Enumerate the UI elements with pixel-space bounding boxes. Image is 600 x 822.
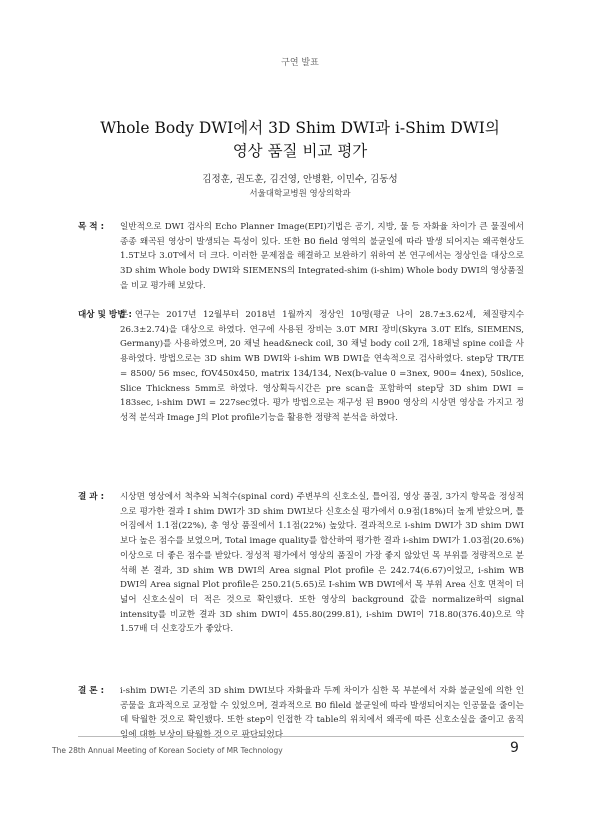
section-methods [78,308,524,426]
footer-meeting-name: The 28th Annual Meeting of Korean Society of MR Technology [52,746,283,755]
section-body-results: 시상면 영상에서 척추와 뇌척수(spinal cord) 주변부의 신호소실, 틀어짐, 영상 품질, 3가지 항목을 정성적으로 평가한 결과 I shim DWI가 3D shim DWI보다 신호소실 평가에서 0.9점(18%)더 높게 받았으며, 틀어짐에서 1.1점(22%), 총 영상 품질에서 1.1점(22%) 높았다. 결과적으로 i-shim DWI가 3D shim DWI보다 높은 점수를 보였으며, Total image quality를 합산하여 평가한 결과 i-shim DWI가 1.03점(20.6%)이상으로 더 좋은 점수를 받았다. 정성적 평가에서 영상의 품질이 가장 좋지 않았던 목 부위를 정량적으로 분석해 본 결과, 3D shim WB DWI의 Area signal Plot profile 은 242.74(6.67)이었고, i-shim WB DWI의 Area signal Plot profile은 250.21(5.65)로 I-shim WB DWI에서 목 부위 Area 신호 면적이 더 넓어 신호소실이 더 적은 것으로 확인됐다. 또한 영상의 background 값을 normalize하여 signal intensity를 비교한 결과 3D shim DWI이 455.80(299.81), i-shim DWI이 718.80(376.40)으로 약 1.57배 더 신호강도가 좋았다. [120,492,524,635]
section-label-methods: 대상 및 방법 : [78,310,132,320]
section-label-results: 결 과 : [78,492,105,502]
footer-divider [78,736,524,737]
section-conclusion [78,684,524,743]
affiliation: 서울대학교병원 영상의학과 [249,189,351,199]
section-purpose [78,220,524,294]
section-label-conclusion: 결 론 : [78,686,105,696]
author-list: 김정훈, 권도훈, 김건영, 안병환, 이민수, 김동성 [202,174,398,185]
section-body-conclusion: i-shim DWI은 기존의 3D shim DWI보다 자화율과 두께 차이가 심한 목 부분에서 자화 불균일에 의한 인공물을 효과적으로 교정할 수 있었으며, 결과적으로 B0 fileld 불균일에 따라 발생되어지는 인공물을 줄이는데 탁월한 것으로 확인됐다. 또한 step이 인접한 각 table의 위치에서 왜곡에 따른 신호소실을 줄이고 움직 [120,686,524,726]
running-header: 구연 발표 [281,58,319,68]
paper-title [60,117,540,163]
section-body-purpose: 일반적으로 DWI 검사의 Echo Planner Image(EPI)기법은 공기, 지방, 물 등 자화율 차이가 큰 물질에서 종종 왜곡된 영상이 발생되는 특성이 있다. 또한 B0 field 영역의 불균일에 따라 발생 되어지는 왜곡현상도 1.5T보다 3.0T에서 더 크다. 이러한 문제점을 해결하고 보완하기 위하여 본 연구에서는 정상인을 대상으로 3D shim Whole body DWI와 SIEMENS의 Integrated-shim (i-shim) Whole body DWI의 영상품질을 비교 평가해 보았다. [120,222,524,291]
title-line-2: 영상 품질 비교 평가 [232,142,368,160]
section-body-methods: 본 연구는 2017년 12월부터 2018년 1월까지 정상인 10명(평균 나이 28.7±3.62세, 체질량지수 26.3±2.74)을 대상으로 하였다. 연구에 사용된 장비는 3.0T MRI 장비(Skyra 3.0T Elfs, SIEMENS, Germany)를 사용하였으며, 20 채널 head&neck coil, 30 채널 body coil 2개, 18채널 spine coil을 사용하였다. 방법으로는 3D shim WB DWI와 i-shim WB DWI을 연속적으로 검사하였다. step당 TR/TE = 8500/ 56 msec, fOV450x450, matrix 134/134, Nex(b-value 0 =3nex, 900= 4nex), 50slice, Slice Thickness 5mm로 하였다. 영상획득시간은 pre scan을 포함하여 step당 3D shim DWI = 183sec, i-shim DWI = 227sec였다. 평가 방법으로는 재구성 된 B900 영상의 시상면 영상을 가지고 정성적 분석과 Image J의 Plot profile기능을 활용한 정량적 분석을 하였다. [120,310,524,423]
section-label-purpose: 목 적 : [78,222,105,232]
section-results [78,490,524,637]
title-line-1: Whole Body DWI에서 3D Shim DWI과 i-Shim DWI의 [100,119,500,137]
page-number: 9 [510,740,519,756]
